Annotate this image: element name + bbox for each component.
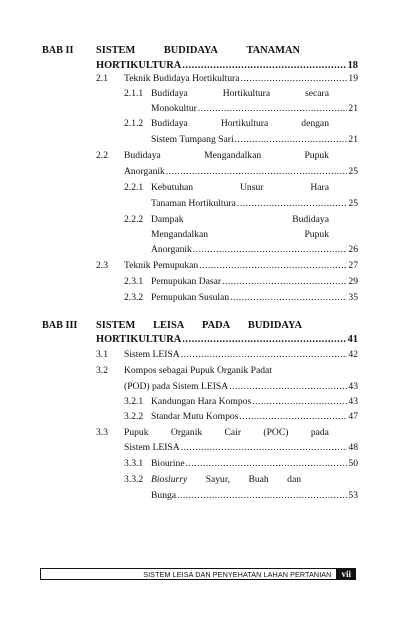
entry-title: Pemupukan Susulan <box>151 292 230 303</box>
footer-page-number: vii <box>336 568 356 580</box>
toc-entry[interactable] <box>124 442 358 454</box>
entry-title-line <box>151 214 329 226</box>
page-number: 25 <box>348 166 358 177</box>
entry-title: Bunga <box>151 490 177 501</box>
toc-entry-chapter[interactable] <box>96 60 358 72</box>
chapter-title-line <box>96 45 300 57</box>
entry-title: (POD) pada Sistem LEISA <box>124 381 229 392</box>
entry-title: Anorganik <box>151 244 192 255</box>
leader-dots <box>193 244 348 256</box>
entry-title: Tanaman Hortikultura <box>151 198 236 209</box>
page-number: 35 <box>348 292 358 303</box>
title-word: (POC) <box>263 427 289 438</box>
chapter-label: BAB III <box>42 320 78 331</box>
entry-title: Pemupukan Dasar <box>151 276 222 287</box>
leader-dots <box>239 411 347 423</box>
entry-title: Kandungan Hara Kompos <box>151 396 252 407</box>
toc-entry[interactable] <box>124 381 358 393</box>
page-number: 50 <box>348 458 358 469</box>
title-word: Buah <box>248 474 269 485</box>
section-number: 3.3.2 <box>124 474 144 485</box>
leader-dots <box>199 260 347 272</box>
section-number: 2.3.1 <box>124 276 144 287</box>
toc-entry[interactable] <box>151 134 358 146</box>
title-word: BUDIDAYA <box>163 45 218 56</box>
page-number: 43 <box>348 381 358 392</box>
title-word: Budidaya <box>124 150 161 161</box>
chapter-title: HORTIKULTURA <box>96 60 182 71</box>
page-number: 25 <box>348 198 358 209</box>
title-word: Budidaya <box>292 214 329 225</box>
entry-title-line <box>151 229 329 241</box>
entry-title: Standar Mutu Kompos <box>151 411 239 422</box>
section-number: 2.1 <box>96 73 108 84</box>
title-word-italic: Bioslurry <box>151 474 188 485</box>
page-number: 21 <box>348 103 358 114</box>
page-number: 21 <box>348 134 358 145</box>
entry-title: Anorganik <box>124 166 165 177</box>
entry-title: Biourine <box>151 458 185 469</box>
toc-entry[interactable] <box>151 244 358 256</box>
chapter-title-line <box>96 320 302 332</box>
toc-entry[interactable] <box>124 166 358 178</box>
title-word: TANAMAN <box>246 45 300 56</box>
title-word: Pupuk <box>124 427 149 438</box>
title-word: dan <box>287 474 301 485</box>
section-number: 2.1.2 <box>124 118 144 129</box>
title-word: Kebutuhan <box>151 182 194 193</box>
entry-title-line <box>151 118 329 130</box>
leader-dots <box>182 334 346 346</box>
chapter-label: BAB II <box>42 45 74 56</box>
title-word: dengan <box>301 118 329 129</box>
title-word: Dampak <box>151 214 184 225</box>
toc-entry[interactable] <box>124 260 358 272</box>
entry-title-line <box>151 182 329 194</box>
page-number: 18 <box>347 60 358 71</box>
title-word: Hara <box>310 182 329 193</box>
title-word: Budidaya <box>151 118 188 129</box>
toc-entry[interactable] <box>151 490 358 502</box>
leader-dots <box>177 490 347 502</box>
leader-dots <box>229 381 347 393</box>
toc-entry[interactable] <box>151 276 358 288</box>
title-word: pada <box>310 427 329 438</box>
leader-dots <box>230 292 347 304</box>
toc-entry[interactable] <box>151 292 358 304</box>
title-word: Mengandalkan <box>151 229 209 240</box>
page-number: 29 <box>348 276 358 287</box>
toc-entry[interactable] <box>151 103 358 115</box>
page-number: 19 <box>348 73 358 84</box>
entry-title-line <box>124 427 329 439</box>
running-title: SISTEM LEISA DAN PENYEHATAN LAHAN PERTANIAN <box>143 569 332 579</box>
toc-entry[interactable] <box>151 198 358 210</box>
title-word: Mengandalkan <box>204 150 262 161</box>
toc-entry[interactable] <box>151 396 358 408</box>
entry-title: Sistem LEISA <box>124 442 180 453</box>
page-number: 48 <box>348 442 358 453</box>
leader-dots <box>166 166 348 178</box>
title-word: secara <box>305 88 329 99</box>
title-word: SISTEM <box>96 320 136 331</box>
page-number: 27 <box>348 260 358 271</box>
toc-entry[interactable] <box>124 73 358 85</box>
page-number: 53 <box>348 490 358 501</box>
leader-dots <box>235 134 348 146</box>
toc-entry-chapter[interactable] <box>96 334 358 346</box>
title-word: Pupuk <box>304 229 329 240</box>
title-word: SISTEM <box>96 45 136 56</box>
leader-dots <box>241 73 348 85</box>
section-number: 2.2 <box>96 150 108 161</box>
leader-dots <box>198 103 348 115</box>
entry-title-line: Kompos sebagai Pupuk Organik Padat <box>124 365 272 376</box>
entry-title: Sistem LEISA <box>124 349 180 360</box>
title-word: Unsur <box>240 182 264 193</box>
toc-entry[interactable] <box>151 458 358 470</box>
toc-entry[interactable] <box>124 349 358 361</box>
leader-dots <box>181 349 348 361</box>
section-number: 3.2.2 <box>124 411 144 422</box>
title-word: Cair <box>224 427 242 438</box>
page-number: 41 <box>347 334 358 345</box>
title-word: Budidaya <box>151 88 188 99</box>
title-word: PADA <box>202 320 231 331</box>
section-number: 3.3.1 <box>124 458 144 469</box>
page-footer <box>40 568 356 580</box>
title-word: Pupuk <box>304 150 329 161</box>
page-number: 26 <box>348 244 358 255</box>
title-word: Organik <box>170 427 203 438</box>
toc-entry[interactable] <box>151 411 358 423</box>
entry-title-line <box>151 474 301 486</box>
section-number: 3.3 <box>96 427 108 438</box>
title-word: Hortikultura <box>220 118 269 129</box>
title-word: BUDIDAYA <box>247 320 302 331</box>
title-word: LEISA <box>153 320 185 331</box>
entry-title-line <box>151 88 329 100</box>
leader-dots <box>182 60 346 72</box>
entry-title: Monokultur <box>151 103 197 114</box>
section-number: 3.1 <box>96 349 108 360</box>
title-word: Hortikultura <box>222 88 271 99</box>
section-number: 2.3.2 <box>124 292 144 303</box>
leader-dots <box>237 198 348 210</box>
leader-dots <box>181 442 348 454</box>
title-word: Sayur, <box>205 474 231 485</box>
section-number: 2.2.2 <box>124 214 144 225</box>
entry-title: Sistem Tumpang Sari <box>151 134 234 145</box>
page-number: 42 <box>348 349 358 360</box>
chapter-title: HORTIKULTURA <box>96 334 182 345</box>
page-number: 43 <box>348 396 358 407</box>
entry-title: Teknik Pemupukan <box>124 260 199 271</box>
leader-dots <box>222 276 347 288</box>
leader-dots <box>186 458 348 470</box>
section-number: 2.3 <box>96 260 108 271</box>
section-number: 3.2.1 <box>124 396 144 407</box>
page-number: 47 <box>348 411 358 422</box>
entry-title: Teknik Budidaya Hortikultura <box>124 73 240 84</box>
entry-title-line <box>124 150 329 162</box>
section-number: 2.2.1 <box>124 182 144 193</box>
section-number: 3.2 <box>96 365 108 376</box>
section-number: 2.1.1 <box>124 88 144 99</box>
leader-dots <box>252 396 347 408</box>
